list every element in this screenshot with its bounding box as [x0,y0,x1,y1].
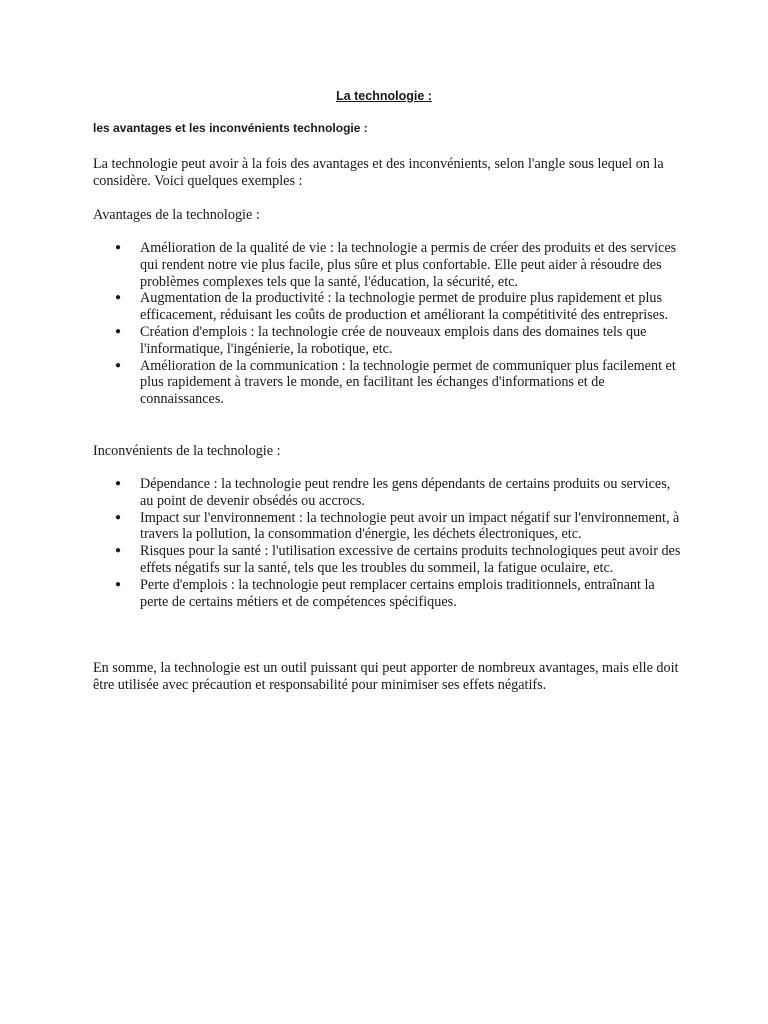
document-title: La technologie : [336,89,432,103]
list-item-text: Amélioration de la qualité de vie : la technologie a permis de créer des produits et des services qui rendent notre vie plus facile, plus sûre et plus confortable. Elle peut aider à résoudre des problèmes complexes tels que la santé, l'éducation, la sécurité, etc. [140,240,677,290]
bullet-icon: ● [115,511,122,523]
bullet-icon: ● [115,545,122,557]
advantages-heading: Avantages de la technologie : [93,207,260,223]
bullet-icon: ● [115,478,122,489]
list-item [93,510,683,544]
list-item [93,324,683,358]
list-item [93,577,683,611]
intro-paragraph: La technologie peut avoir à la fois des avantages et des inconvénients, selon l'angle sous lequel on la considère. Voici quelques exemples : [93,156,664,189]
disadvantages-list [93,476,683,610]
list-item [93,290,683,324]
list-item [93,476,683,510]
disadvantages-heading: Inconvénients de la technologie : [93,443,281,459]
list-item [93,543,683,577]
document-subtitle: les avantages et les inconvénients technologie : [93,121,368,135]
list-item [93,358,683,408]
list-item-text: Perte d'emplois : la technologie peut remplacer certains emplois traditionnels, entraînant la perte de certains métiers et de compétences spécifiques. [140,576,655,610]
bullet-icon: ● [115,578,122,590]
bullet-icon: ● [115,242,122,253]
list-item-text: Impact sur l'environnement : la technologie peut avoir un impact négatif sur l'environnement, à travers la pollution, la consommation d'énergie, les déchets électroniques, etc. [140,509,680,543]
list-item-text: Augmentation de la productivité : la technologie permet de produire plus rapidement et plus efficacement, réduisant les coûts de production et améliorant la compétitivité des entreprises. [140,290,669,324]
list-item [93,240,683,290]
advantages-list [93,240,683,408]
list-item-text: Création d'emplois : la technologie crée de nouveaux emplois dans des domaines tels que l'informatique, l'ingénierie, la robotique, etc. [140,323,647,357]
list-item-text: Risques pour la santé : l'utilisation excessive de certains produits technologiques peut avoir des effets négatifs sur la santé, tels que les troubles du sommeil, la fatigue oculaire, etc. [140,543,681,576]
list-item-text: Dépendance : la technologie peut rendre les gens dépendants de certains produits ou services, au point de devenir obsédés ou accrocs. [140,476,671,509]
list-item-text: Amélioration de la communication : la technologie permet de communiquer plus facilement et plus rapidement à travers le monde, en facilitant les échanges d'informations et de connaissances. [140,357,676,408]
conclusion-paragraph: En somme, la technologie est un outil puissant qui peut apporter de nombreux avantages, mais elle doit être utilisée avec précaution et responsabilité pour minimiser ses effets négatifs. [93,660,679,693]
bullet-icon: ● [115,325,122,337]
bullet-icon: ● [115,292,122,304]
bullet-icon: ● [115,359,122,371]
